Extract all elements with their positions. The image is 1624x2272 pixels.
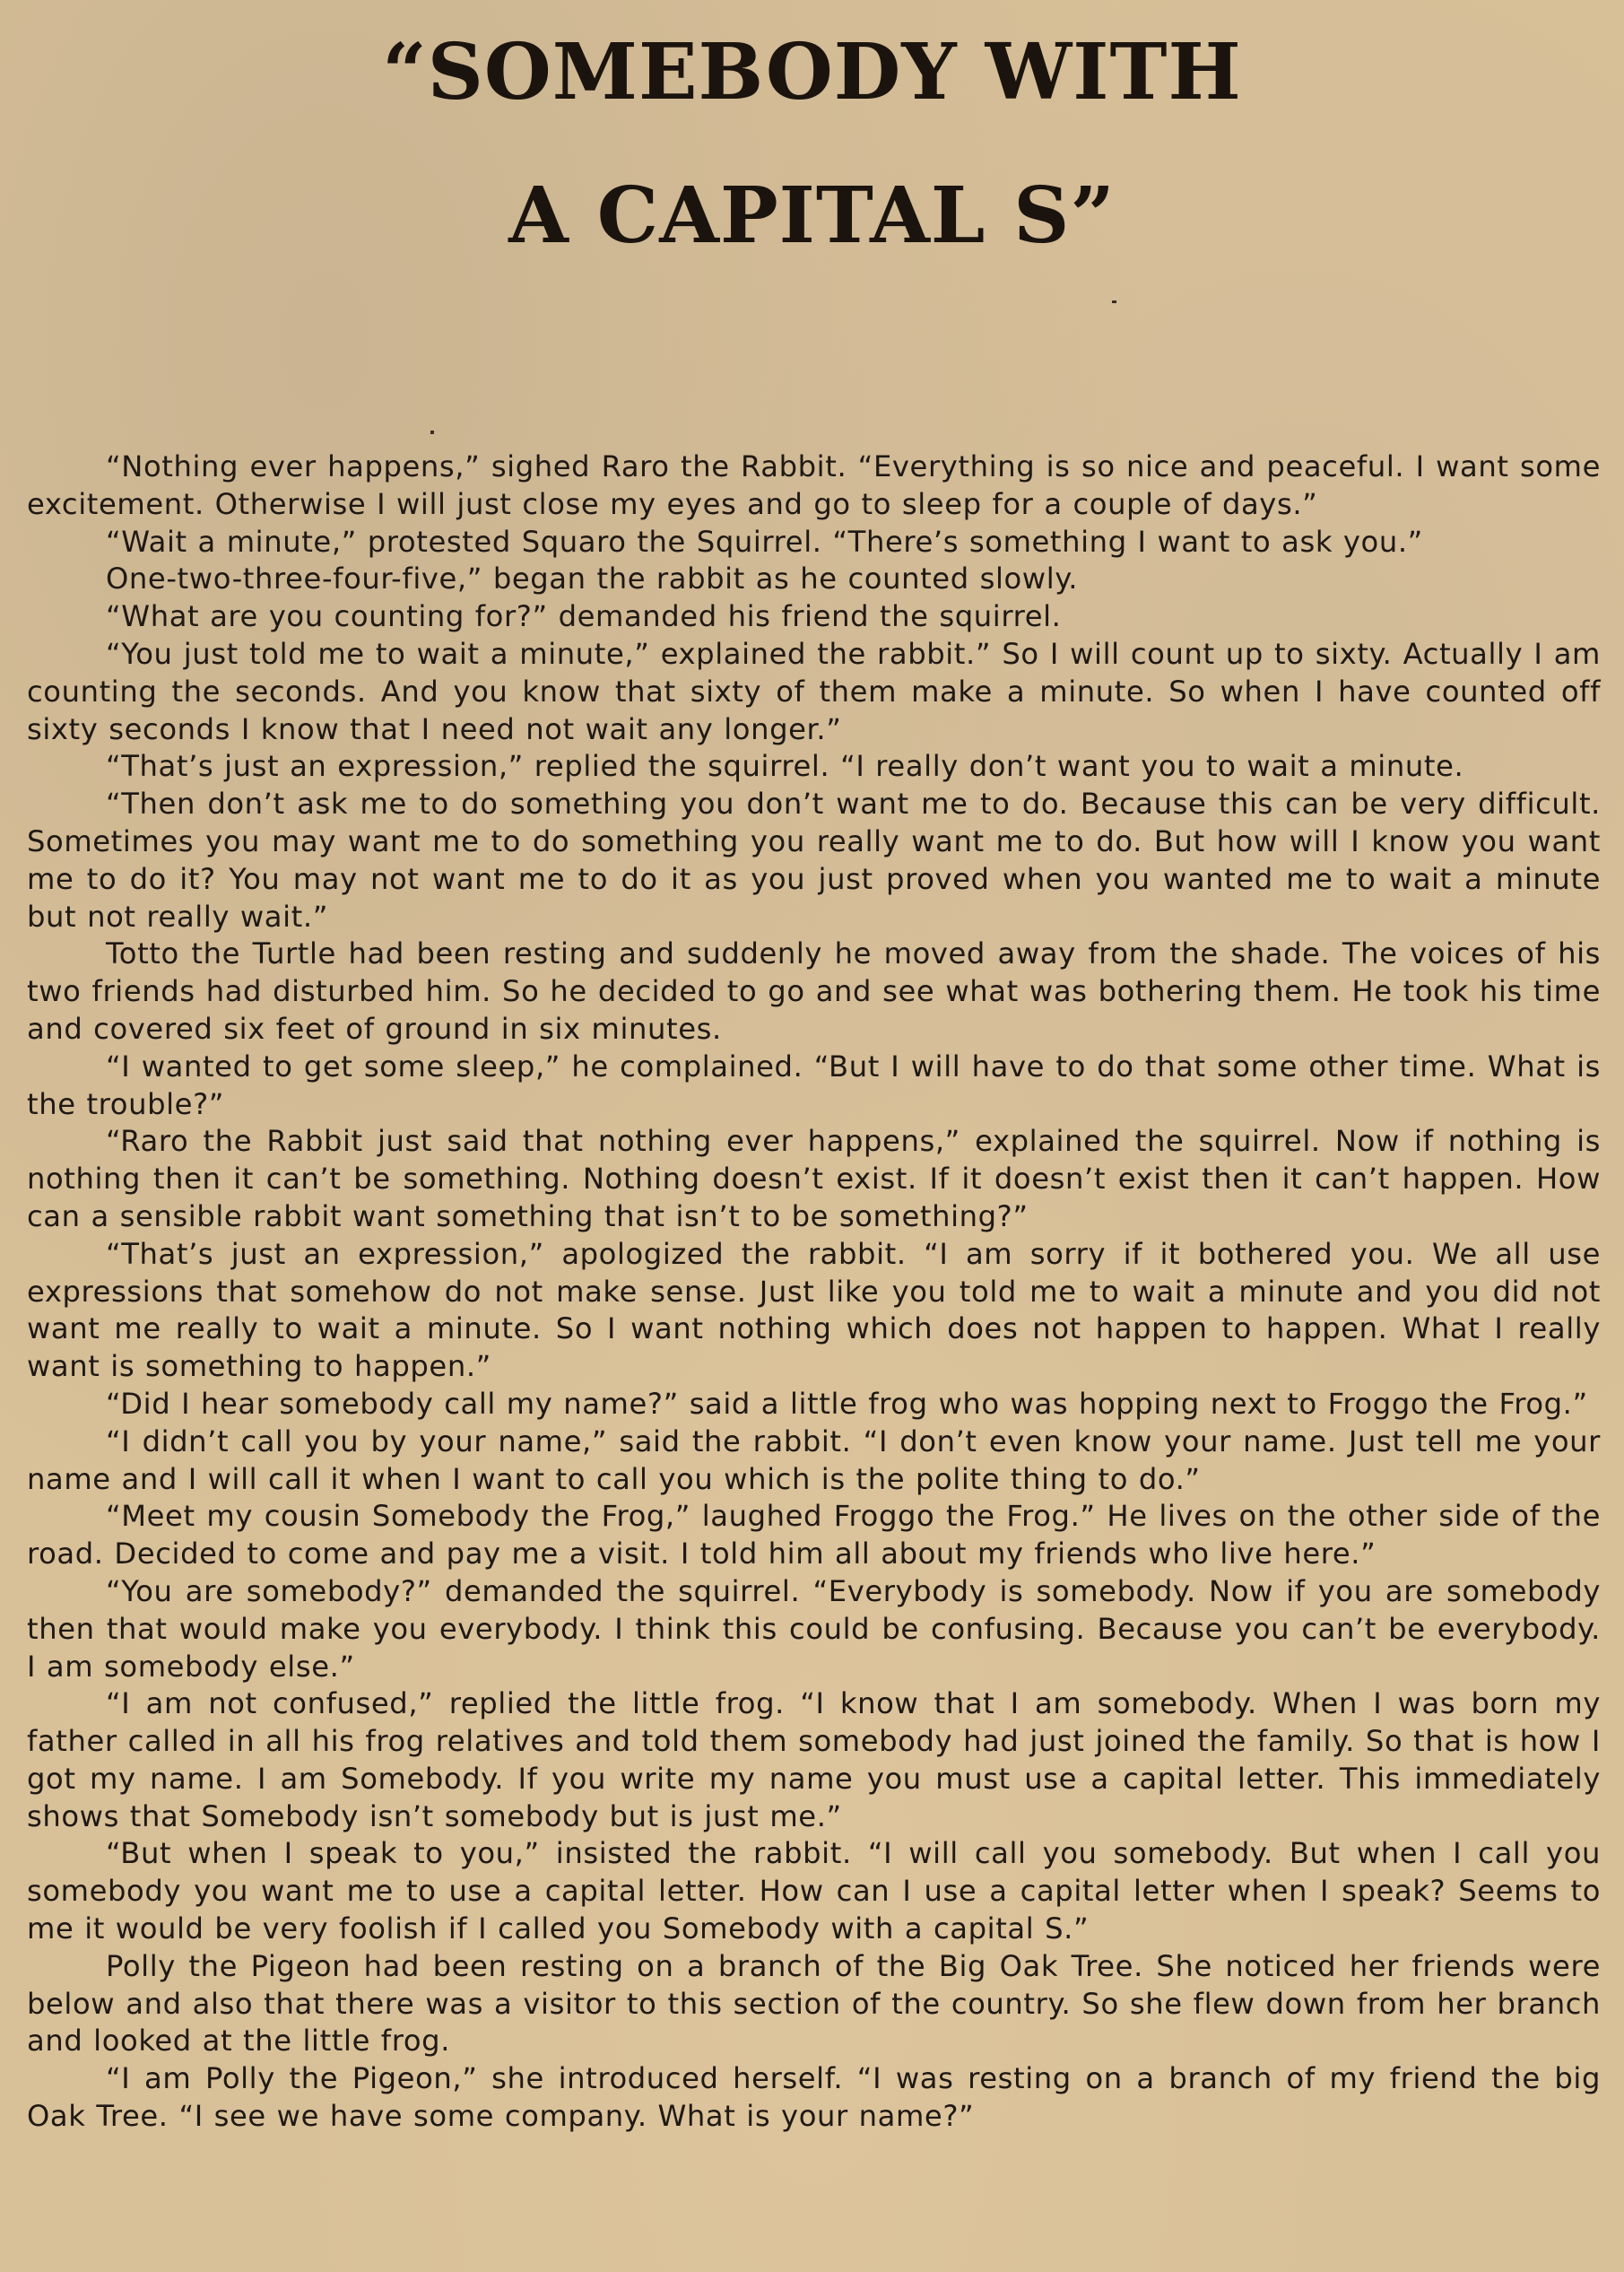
story-paragraph: “But when I speak to you,” insisted the rabbit. “I will call you somebody. But when I call you somebody you want me to use a capital letter. How can I use a capital letter when I speak? Seems to me it would be very foolish if I called you Somebody with a capital S.”: [27, 1836, 1601, 1946]
story-paragraph: “Meet my cousin Somebody the Frog,” laughed Froggo the Frog.” He lives on the other side of the road. Decided to come and pay me a visit. I told him all about my friends who live here.”: [27, 1499, 1601, 1571]
story-paragraph: “That’s just an expression,” apologized the rabbit. “I am sorry if it bothered you. We all use expressions that somehow do not make sense. Just like you told me to wait a minute and you did not want me really to wait a minute. So I want nothing which does not happen to happen. What I really want is something to happen.”: [27, 1236, 1601, 1384]
story-paragraph: Totto the Turtle had been resting and suddenly he moved away from the shade. The voices of his two friends had disturbed him. So he decided to go and see what was bothering them. He took his time and covered six feet of ground in six minutes.: [27, 936, 1601, 1046]
story-paragraph: “I am not confused,” replied the little frog. “I know that I am somebody. When I was born my father called in all his frog relatives and told them somebody had just joined the family. So that is how I got my name. I am Somebody. If you write my name you must use a capital letter. This immediately shows that Somebody isn’t somebody but is just me.”: [27, 1686, 1601, 1833]
story-title-line-1: “SOMEBODY WITH: [382, 27, 1242, 118]
story-title-line-2: A CAPITAL S”: [508, 170, 1116, 261]
story-paragraph: “Then don’t ask me to do something you don’t want me to do. Because this can be very difficult. Sometimes you may want me to do something you really want me to do. But how will I know you want me to do it? You may not want me to do it as you just proved when you wanted me to wait a minute but not really wait.”: [27, 787, 1601, 934]
story-body: [27, 448, 1601, 2136]
print-speck: [430, 431, 434, 434]
story-paragraph: “Raro the Rabbit just said that nothing ever happens,” explained the squirrel. Now if nothing is nothing then it can’t be something. Nothing doesn’t exist. If it doesn’t exist then it can’t happen. How can a sensible rabbit want something that isn’t to be something?”: [27, 1124, 1601, 1233]
story-paragraph: One-two-three-four-five,” began the rabbit as he counted slowly.: [106, 561, 1079, 596]
story-paragraph: “You just told me to wait a minute,” explained the rabbit.” So I will count up to sixty. Actually I am counting the seconds. And you know that sixty of them make a minute. So when I have counted off sixty seconds I know that I need not wait any longer.”: [27, 636, 1601, 746]
story-paragraph: “You are somebody?” demanded the squirrel. “Everybody is somebody. Now if you are somebody then that would make you everybody. I think this could be confusing. Because you can’t be everybody. I am somebody else.”: [27, 1573, 1601, 1684]
story-paragraph: “Nothing ever happens,” sighed Raro the Rabbit. “Everything is so nice and peaceful. I want some excitement. Otherwise I will just close my eyes and go to sleep for a couple of days.”: [27, 449, 1601, 521]
story-paragraph: “That’s just an expression,” replied the squirrel. “I really don’t want you to wait a minute.: [106, 749, 1464, 784]
story-paragraph: “I didn’t call you by your name,” said the rabbit. “I don’t even know your name. Just tell me your name and I will call it when I want to call you which is the polite thing to do.”: [27, 1423, 1601, 1496]
story-paragraph: “What are you counting for?” demanded his friend the squirrel.: [106, 599, 1062, 634]
story-paragraph: Polly the Pigeon had been resting on a branch of the Big Oak Tree. She noticed her friends were below and also that there was a visitor to this section of the country. So she flew down from her branch and looked at the little frog.: [27, 1948, 1601, 2059]
story-paragraph: “I wanted to get some sleep,” he complained. “But I will have to do that some other time. What is the trouble?”: [27, 1049, 1601, 1121]
print-speck: [1112, 300, 1116, 303]
story-paragraph: “Wait a minute,” protested Squaro the Squirrel. “There’s something I want to ask you.”: [106, 524, 1423, 559]
story-paragraph: “Did I hear somebody call my name?” said a little frog who was hopping next to Froggo the Frog.”: [106, 1386, 1588, 1421]
story-paragraph: “I am Polly the Pigeon,” she introduced herself. “I was resting on a branch of my friend the big Oak Tree. “I see we have some company. What is your name?”: [27, 2061, 1601, 2134]
